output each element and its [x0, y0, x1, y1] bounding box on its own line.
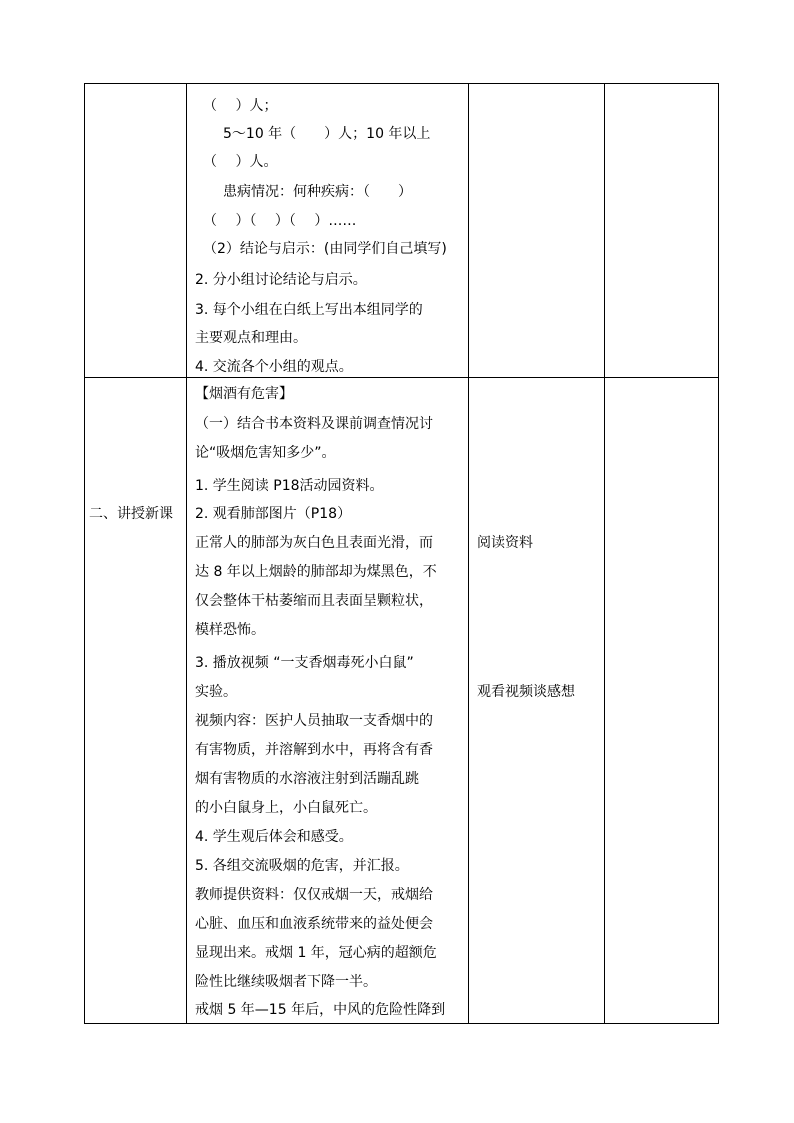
content-line: 模样恐怖。 — [195, 622, 265, 638]
student-activity: 观看视频谈感想 — [477, 684, 575, 700]
content-line: 4. 交流各个小组的观点。 — [195, 359, 353, 375]
content-line: 患病情况：何种疾病：（ ） — [223, 184, 412, 200]
content-line: （ ）人； — [203, 98, 278, 114]
content-line: 3. 播放视频 “一支香烟毒死小白鼠” — [195, 655, 414, 671]
content-line: 4. 学生观后体会和感受。 — [195, 829, 353, 845]
student-activity: 阅读资料 — [477, 535, 533, 551]
content-line: 险性比继续吸烟者下降一半。 — [195, 974, 377, 990]
content-line: 显现出来。戒烟 1 年，冠心病的超额危 — [195, 945, 437, 961]
notes-cell — [605, 84, 719, 378]
content-line: 心脏、血压和血液系统带来的益处便会 — [195, 916, 433, 932]
content-line: 教师提供资料：仅仅戒烟一天，戒烟给 — [195, 887, 433, 903]
content-line: 5. 各组交流吸烟的危害，并汇报。 — [195, 858, 409, 874]
stage-cell — [85, 84, 187, 378]
activity-cell — [469, 84, 605, 378]
content-line: 的小白鼠身上，小白鼠死亡。 — [195, 800, 377, 816]
activity-cell — [469, 378, 605, 1024]
content-line: （ ）人。 — [203, 154, 278, 170]
content-line: 达 8 年以上烟龄的肺部却为煤黑色，不 — [195, 564, 437, 580]
content-line: 5～10 年（ ）人；10 年以上 — [223, 126, 431, 142]
content-line: 实验。 — [195, 684, 237, 700]
content-line: 有害物质，并溶解到水中，再将含有香 — [195, 742, 433, 758]
content-line: 戒烟 5 年—15 年后，中风的危险性降到 — [195, 1002, 446, 1018]
content-line: 2. 观看肺部图片（P18） — [195, 506, 352, 522]
content-line: 2. 分小组讨论结论与启示。 — [195, 272, 367, 288]
table-row — [85, 378, 719, 1024]
content-line: （ ）（ ）（ ）…… — [203, 213, 357, 229]
content-line: 3. 每个小组在白纸上写出本组同学的 — [195, 302, 423, 318]
content-line: 论“吸烟危害知多少”。 — [195, 445, 336, 461]
table-row — [85, 84, 719, 378]
content-line: （2）结论与启示：(由同学们自己填写) — [203, 241, 447, 257]
content-line: 烟有害物质的水溶液注射到活蹦乱跳 — [195, 771, 419, 787]
section-heading: 【烟酒有危害】 — [195, 386, 293, 402]
content-cell — [187, 84, 469, 378]
lesson-table — [84, 83, 719, 1024]
content-line: 正常人的肺部为灰白色且表面光滑，而 — [195, 535, 433, 551]
content-line: 1. 学生阅读 P18活动园资料。 — [195, 478, 384, 494]
stage-cell — [85, 378, 187, 1024]
notes-cell — [605, 378, 719, 1024]
content-line: 主要观点和理由。 — [195, 330, 307, 346]
content-line: （一）结合书本资料及课前调查情况讨 — [195, 416, 433, 432]
content-cell — [187, 378, 469, 1024]
content-line: 仅会整体干枯萎缩而且表面呈颗粒状， — [195, 593, 433, 609]
content-line: 视频内容：医护人员抽取一支香烟中的 — [195, 713, 433, 729]
stage-label: 二、讲授新课 — [89, 506, 173, 522]
